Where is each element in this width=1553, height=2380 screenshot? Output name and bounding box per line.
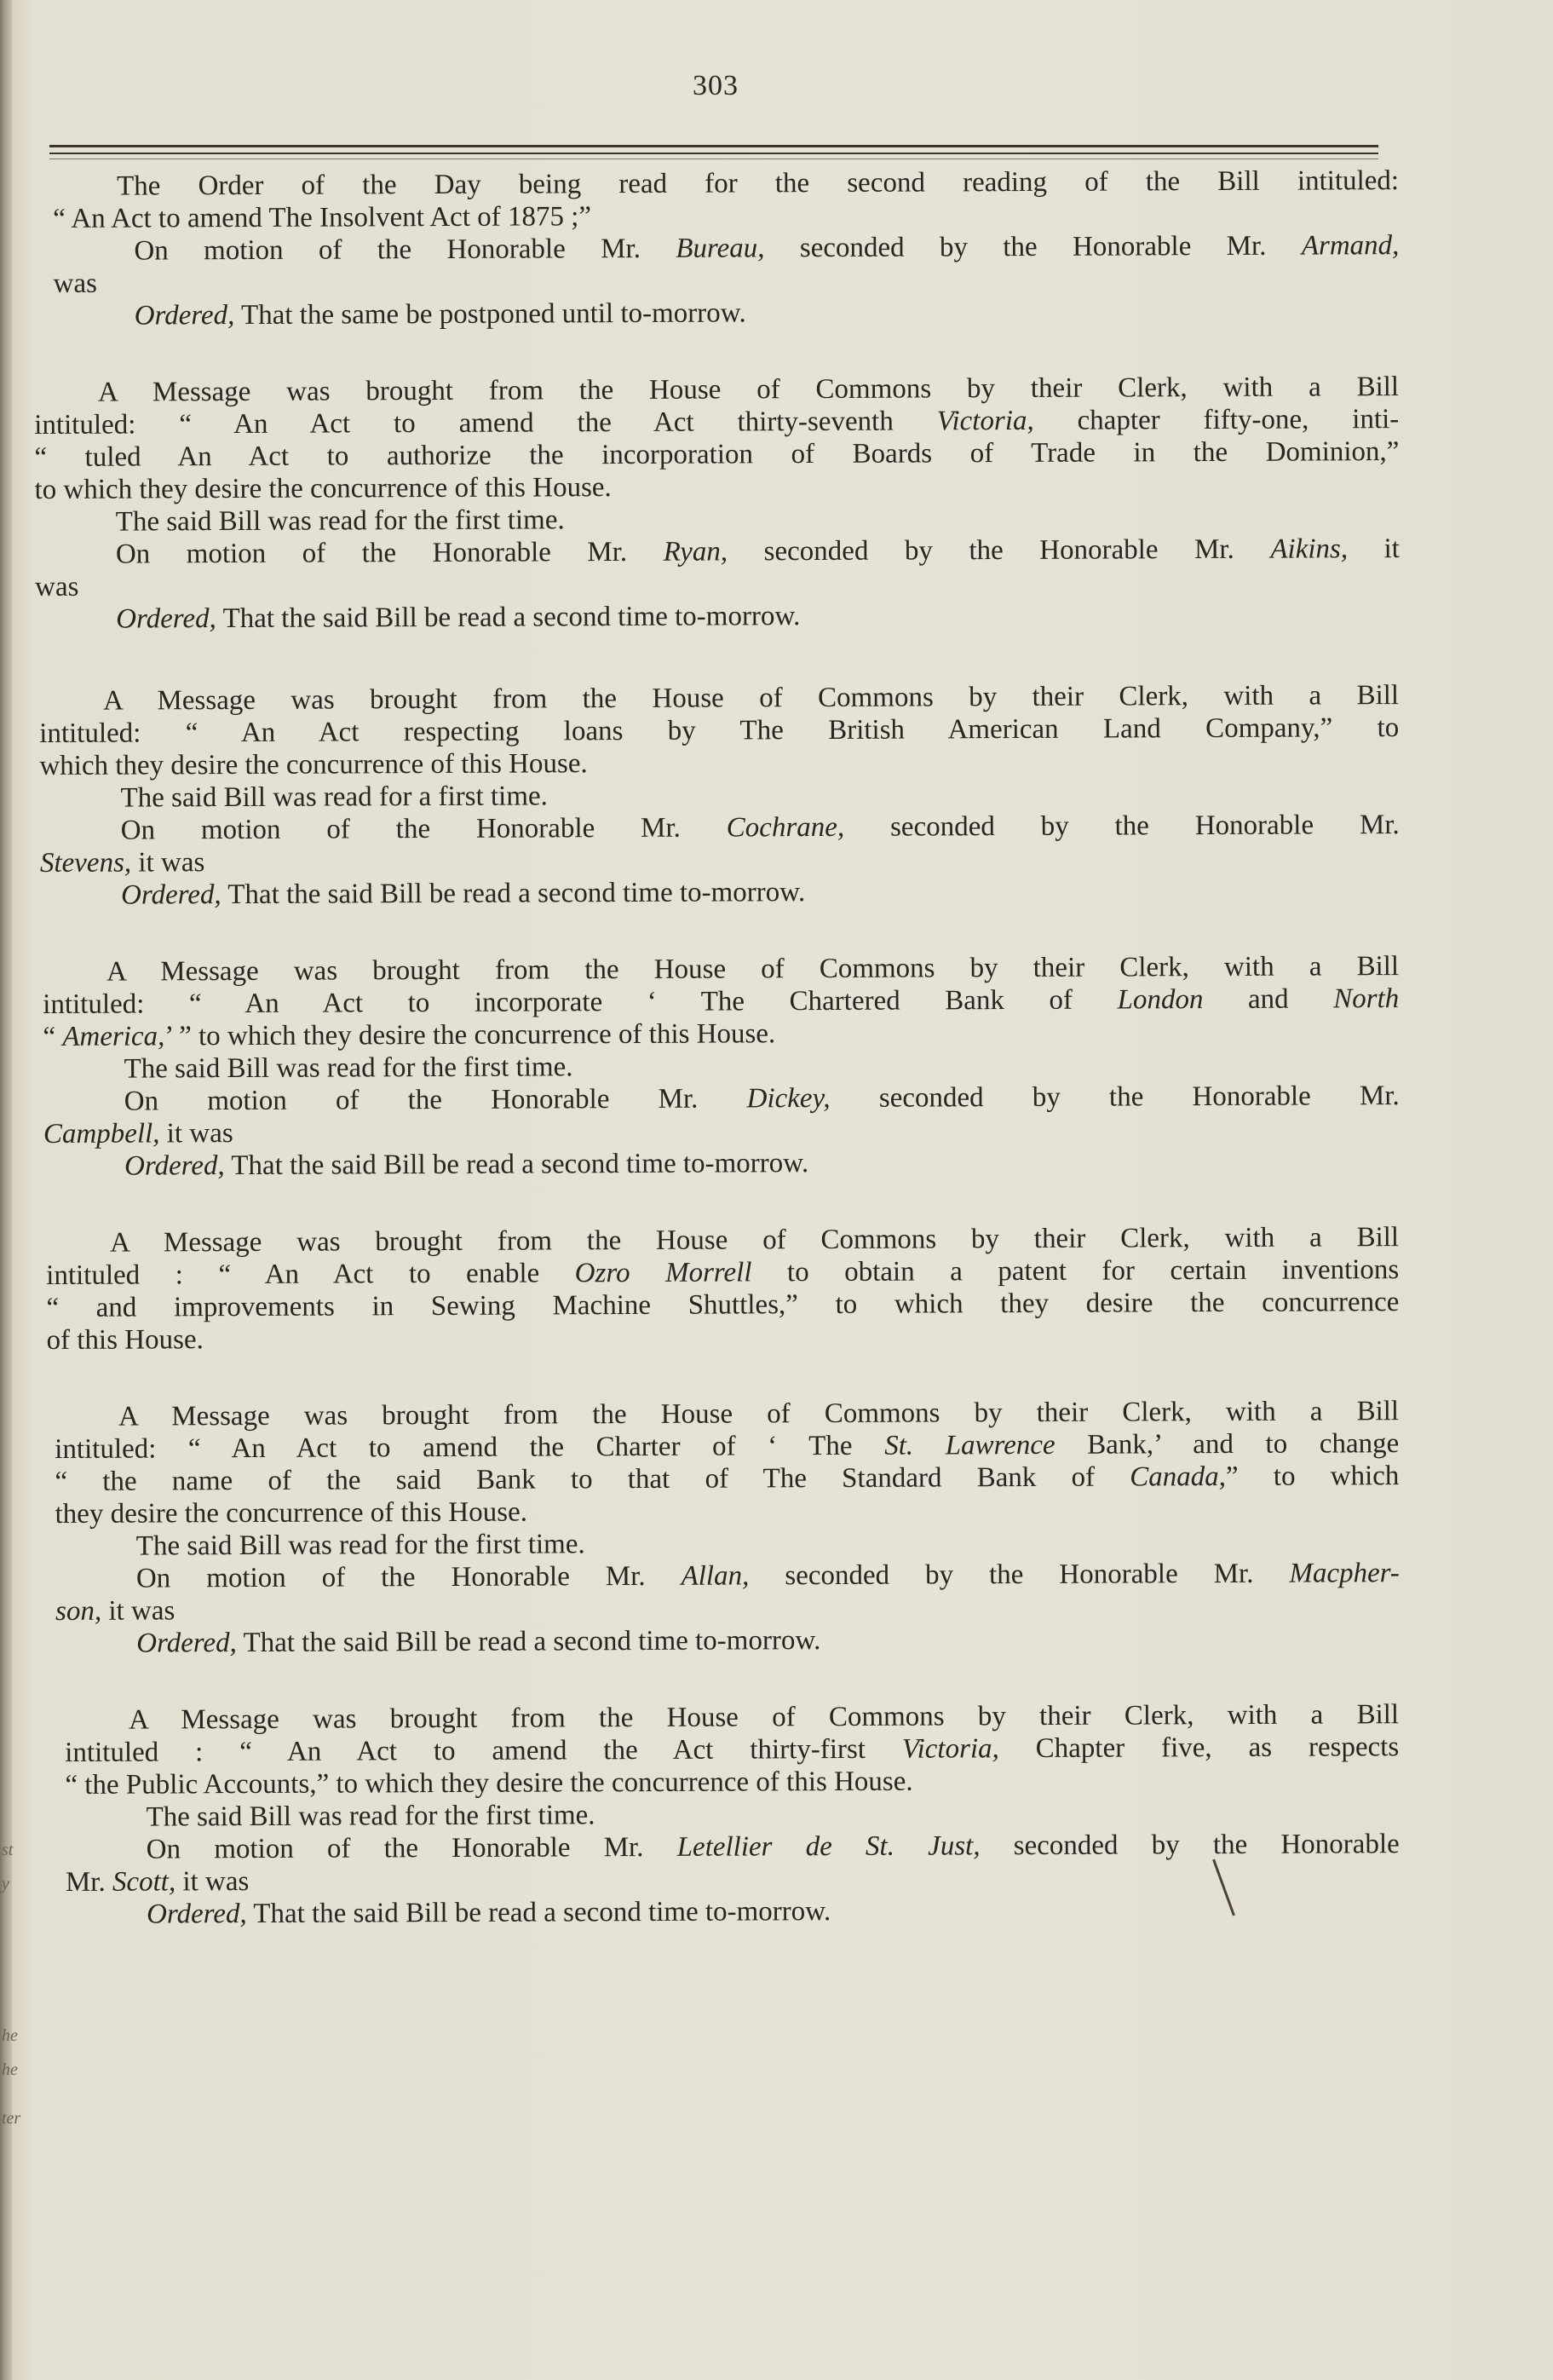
text-run: it was: [159, 1118, 233, 1150]
italic-name: Ordered,: [124, 1150, 225, 1182]
text-run: A Message was brought from the House of Commons by their Clerk, with a Bill: [118, 1396, 1400, 1432]
text-run: The said Bill was read for a first time.: [120, 781, 548, 814]
text-line: [40, 809, 1400, 847]
text-run: it was: [101, 1595, 175, 1627]
text-line: [35, 597, 1400, 636]
journal-entry: [53, 164, 1400, 332]
text-run: Mr.: [65, 1866, 113, 1898]
italic-name: Aikins,: [1270, 533, 1349, 565]
text-line: [53, 229, 1399, 268]
text-run: “ and improvements in Sewing Machine Shuttles,” to which they desire the concurrence: [46, 1287, 1400, 1323]
italic-name: Allan,: [681, 1560, 750, 1592]
page-number: 303: [693, 70, 739, 101]
text-line: [55, 1622, 1400, 1660]
journal-entry: [55, 1395, 1400, 1660]
text-run: That the said Bill be read a second time to-morrow.: [246, 1896, 831, 1930]
italic-name: Ryan,: [663, 536, 728, 568]
text-run: “ An Act to amend The Insolvent Act of 1875 ;”: [53, 201, 592, 234]
margin-mark: ter: [2, 2109, 21, 2128]
text-run: seconded by the Honorable: [980, 1829, 1400, 1862]
text-line: [35, 533, 1400, 571]
text-run: it was: [131, 847, 205, 879]
header-rule: [49, 158, 1378, 159]
text-run: seconded by the Honorable Mr.: [844, 810, 1400, 843]
text-run: seconded by the Honorable Mr.: [830, 1081, 1400, 1114]
italic-name: Scott,: [112, 1866, 176, 1898]
text-run: That the said Bill be read a second time to-morrow.: [236, 1625, 821, 1659]
text-run: “ tuled An Act to authorize the incorporation of Boards of Trade in the Dominion,”: [34, 436, 1400, 473]
text-run: ’ ” to which they desire the concurrence of this House.: [164, 1018, 776, 1052]
text-run: The said Bill was read for the first time.: [135, 1529, 585, 1562]
text-line: [46, 1318, 1399, 1357]
text-run: which they desire the concurrence of this House.: [39, 748, 588, 781]
margin-mark: he: [2, 2026, 18, 2045]
italic-name: London: [1117, 984, 1204, 1016]
text-line: [66, 1828, 1400, 1866]
text-run: The Order of the Day being read for the second reading of the Bill intituled:: [117, 165, 1400, 202]
text-run: A Message was brought from the House of Commons by their Clerk, with a Bill: [110, 1222, 1400, 1259]
journal-entry: [34, 371, 1400, 636]
text-run: A Message was brought from the House of Commons by their Clerk, with a Bill: [98, 372, 1400, 408]
text-line: [43, 1144, 1400, 1183]
italic-name: Cochrane,: [726, 811, 845, 844]
italic-name: son,: [55, 1595, 102, 1627]
italic-name: Stevens,: [39, 847, 132, 879]
italic-name: Ordered,: [136, 1628, 237, 1659]
text-run: intituled: “ An Act to amend the Act thirty-seventh: [34, 406, 937, 441]
journal-entry: [43, 950, 1400, 1183]
italic-name: Armand,: [1301, 230, 1400, 262]
text-run: “ the Public Accounts,” to which they desire the concurrence of this House.: [65, 1766, 913, 1801]
text-line: [40, 873, 1400, 912]
text-line: [34, 435, 1399, 474]
italic-name: America,: [62, 1021, 165, 1052]
text-line: [43, 983, 1399, 1021]
journal-entry: [46, 1221, 1400, 1357]
text-run: intituled: “ An Act respecting loans by The British American Land Company,” to: [39, 712, 1400, 749]
text-run: seconded by the Honorable Mr.: [764, 230, 1302, 264]
text-run: On motion of the Honorable Mr.: [115, 536, 664, 570]
text-run: they desire the concurrence of this House.: [55, 1496, 528, 1530]
margin-mark: y: [2, 1875, 9, 1893]
text-run: intituled : “ An Act to amend the Act thirty-first: [65, 1733, 902, 1768]
margin-mark: he: [2, 2060, 18, 2079]
italic-name: Ordered,: [146, 1899, 247, 1930]
text-line: [55, 1460, 1399, 1498]
header-rule: [49, 153, 1378, 154]
text-line: [54, 294, 1400, 332]
text-run: A Message was brought from the House of Commons by their Clerk, with a Bill: [106, 951, 1400, 988]
text-line: [46, 1286, 1399, 1324]
italic-name: Ordered,: [120, 879, 221, 911]
text-line: [66, 1893, 1400, 1931]
italic-name: Victoria,: [936, 405, 1034, 437]
text-run: That the said Bill be read a second time to-morrow.: [221, 877, 806, 911]
text-run: intituled: “ An Act to incorporate ‘ The Chartered Bank of: [43, 984, 1118, 1020]
text-run: and: [1203, 983, 1334, 1016]
text-line: [53, 164, 1399, 203]
text-run: A Message was brought from the House of Commons by their Clerk, with a Bill: [103, 680, 1400, 717]
italic-name: St. Lawrence: [884, 1429, 1055, 1461]
text-run: chapter fifty-one, inti-: [1033, 404, 1400, 436]
text-run: “ the name of the said Bank to that of The Standard Bank of: [55, 1461, 1130, 1497]
text-run: That the said Bill be read a second time to-morrow.: [224, 1148, 809, 1182]
text-run: On motion of the Honorable Mr.: [120, 812, 727, 846]
text-run: seconded by the Honorable Mr.: [728, 533, 1271, 568]
text-run: it was: [175, 1866, 250, 1898]
text-run: A Message was brought from the House of Commons by their Clerk, with a Bill: [129, 1699, 1400, 1736]
text-run: to obtain a patent for certain inventions: [751, 1254, 1400, 1288]
text-run: ” to which: [1225, 1461, 1400, 1493]
italic-name: North: [1333, 983, 1400, 1015]
text-run: On motion of the Honorable Mr.: [146, 1831, 677, 1865]
text-run: The said Bill was read for the first time.: [115, 504, 565, 538]
text-line: [43, 1080, 1400, 1118]
text-run: The said Bill was read for the first time.: [124, 1052, 573, 1085]
margin-mark: st: [2, 1841, 14, 1859]
text-line: [39, 712, 1399, 750]
journal-entry: [65, 1698, 1400, 1931]
text-run: Chapter five, as respects: [998, 1732, 1400, 1765]
journal-entry: [39, 679, 1400, 912]
text-run: That the same be postponed until to-morrow.: [234, 297, 746, 331]
text-run: intituled: “ An Act to amend the Charter of ‘ The: [55, 1430, 885, 1465]
journal-text-body: [34, 165, 1400, 1974]
text-run: “: [43, 1021, 63, 1052]
italic-name: Ordered,: [134, 300, 235, 331]
italic-name: Macpher-: [1289, 1558, 1400, 1589]
italic-name: Ordered,: [116, 603, 216, 635]
text-run: was: [53, 268, 97, 299]
text-run: seconded by the Honorable Mr.: [749, 1558, 1290, 1592]
text-line: [55, 1557, 1400, 1595]
text-run: The said Bill was read for the first time.: [146, 1800, 595, 1833]
text-run: to which they desire the concurrence of this House.: [34, 472, 612, 505]
text-line: [65, 1731, 1399, 1769]
text-run: On motion of the Honorable Mr.: [134, 233, 676, 267]
text-run: intituled : “ An Act to enable: [46, 1258, 575, 1291]
text-run: was: [34, 571, 79, 602]
page-binding-shadow: [0, 0, 12, 2380]
italic-name: Letellier de St. Just,: [676, 1830, 981, 1863]
italic-name: Ozro Morrell: [574, 1257, 752, 1289]
italic-name: Campbell,: [43, 1118, 160, 1150]
italic-name: Canada,: [1130, 1461, 1227, 1493]
italic-name: Victoria,: [901, 1733, 999, 1765]
text-run: On motion of the Honorable Mr.: [124, 1083, 747, 1117]
header-rule: [49, 145, 1378, 147]
text-run: it: [1347, 533, 1400, 565]
italic-name: Dickey,: [746, 1082, 831, 1115]
italic-name: Bureau,: [676, 233, 765, 264]
text-run: That the said Bill be read a second time to-morrow.: [216, 601, 801, 635]
text-run: Bank,’ and to change: [1055, 1428, 1400, 1461]
text-run: On motion of the Honorable Mr.: [135, 1560, 682, 1594]
text-run: of this House.: [46, 1324, 204, 1356]
